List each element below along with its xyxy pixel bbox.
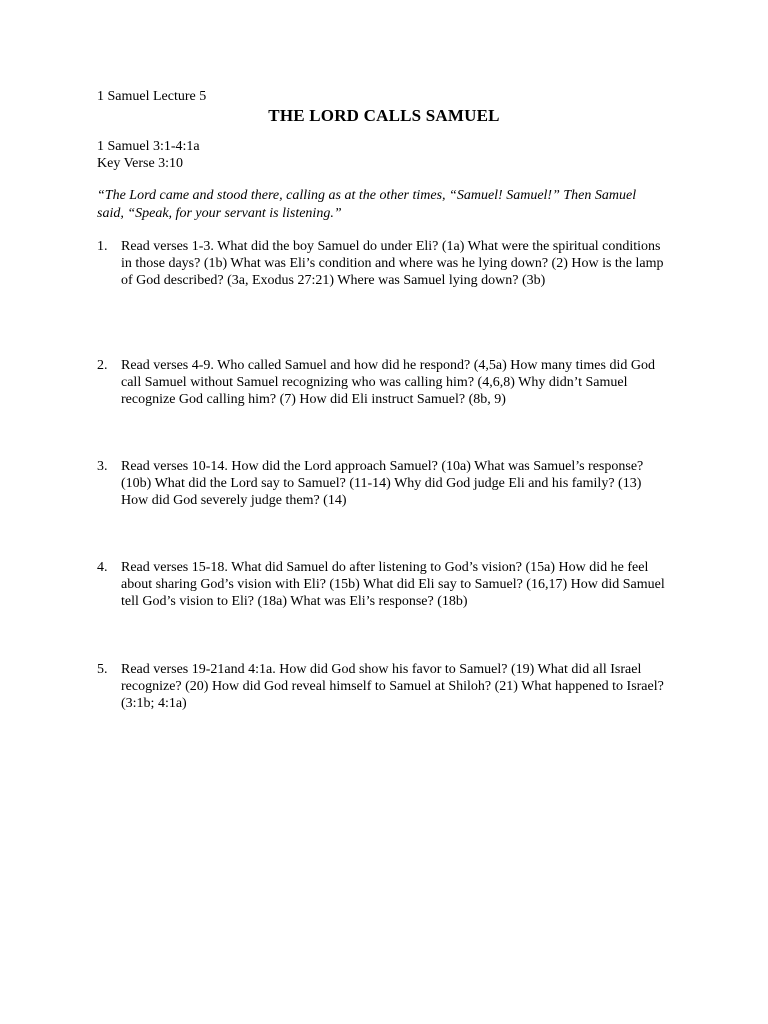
passage-reference: 1 Samuel 3:1-4:1a: [97, 139, 200, 154]
question-number: 3.: [97, 459, 108, 474]
question-text: Read verses 15-18. What did Samuel do after listening to God’s vision? (15a) How did he feel about sharing God’s vision with Eli? (15b) What did Eli say to Samuel? (16,17) How did Samuel tell God’s vision to Eli? (18a) What was Eli’s response? (18b): [121, 560, 665, 609]
question-item: [97, 357, 667, 408]
question-text: Read verses 4-9. Who called Samuel and how did he respond? (4,5a) How many times did God call Samuel without Samuel recognizing who was calling him? (4,6,8) Why didn’t Samuel recognize God calling him? (7) How did Eli instruct Samuel? (8b, 9): [121, 358, 655, 407]
question-number: 4.: [97, 560, 108, 575]
key-verse-quote: “The Lord came and stood there, calling as at the other times, “Samuel! Samuel!” Then Samuel said, “Speak, for your servant is listening.”: [97, 188, 637, 221]
question-number: 5.: [97, 662, 108, 677]
lecture-label: 1 Samuel Lecture 5: [97, 89, 207, 104]
question-number: 2.: [97, 358, 108, 373]
question-number: 1.: [97, 239, 108, 254]
question-text: Read verses 1-3. What did the boy Samuel do under Eli? (1a) What were the spiritual conditions in those days? (1b) What was Eli’s condition and where was he lying down? (2) How is the lamp of God described? (3a, Exodus 27:21) Where was Samuel lying down? (3b): [121, 239, 664, 288]
question-text: Read verses 10-14. How did the Lord approach Samuel? (10a) What was Samuel’s response? (10b) What did the Lord say to Samuel? (11-14) Why did God judge Eli and his family? (13) How did God severely judge them? (14): [121, 459, 644, 508]
question-item: [97, 458, 667, 509]
question-item: [97, 559, 667, 610]
scripture-reference: [97, 138, 200, 172]
question-item: [97, 238, 667, 289]
key-verse: Key Verse 3:10: [97, 156, 184, 171]
question-item: [97, 661, 667, 712]
question-text: Read verses 19-21and 4:1a. How did God show his favor to Samuel? (19) What did all Israel recognize? (20) How did God reveal himself to Samuel at Shiloh? (21) What happened to Israel? (3:1b; 4:1a): [121, 662, 664, 711]
page-title: THE LORD CALLS SAMUEL: [268, 106, 500, 125]
